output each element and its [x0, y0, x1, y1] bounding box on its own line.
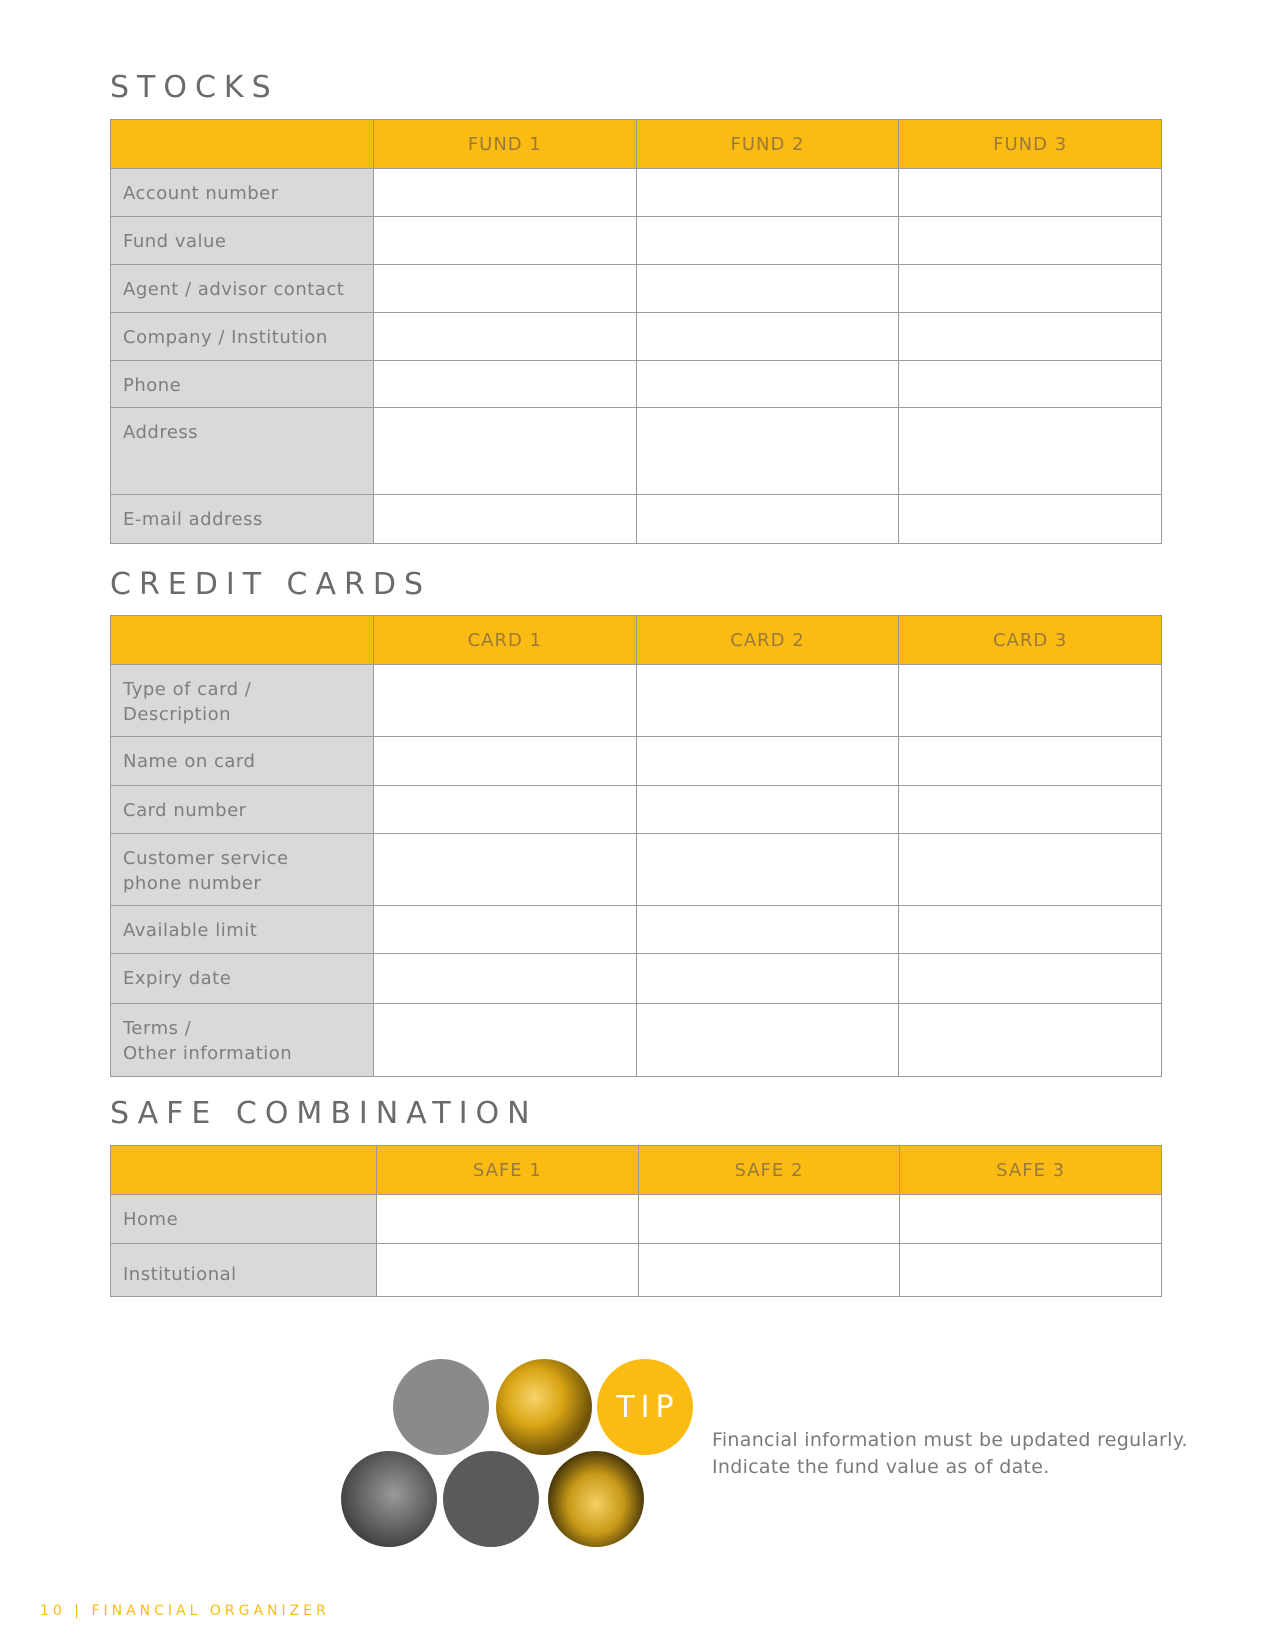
stocks-cell[interactable] [899, 217, 1162, 265]
credit-cards-cell[interactable] [899, 954, 1162, 1004]
stocks-row [111, 217, 1162, 265]
stocks-column-header: FUND 2 [636, 120, 899, 169]
credit-cards-row-label: Type of card / Description [111, 665, 374, 737]
credit-cards-cell[interactable] [899, 665, 1162, 737]
stocks-row-label: Account number [111, 169, 374, 217]
document-title: FINANCIAL ORGANIZER [91, 1603, 330, 1619]
credit-cards-cell[interactable] [899, 834, 1162, 906]
dark-grey-circle-graphic [443, 1451, 539, 1547]
credit-cards-row [111, 737, 1162, 786]
stocks-row-label: Fund value [111, 217, 374, 265]
stocks-column-header: FUND 1 [374, 120, 637, 169]
credit-cards-cell[interactable] [636, 737, 899, 786]
safe-combination-cell[interactable] [900, 1195, 1162, 1244]
safe-combination-header-corner [111, 1146, 377, 1195]
footer-separator: | [74, 1603, 83, 1619]
stocks-cell[interactable] [374, 495, 637, 544]
credit-cards-row [111, 1004, 1162, 1077]
credit-cards-column-header: CARD 3 [899, 616, 1162, 665]
safe-combination-header-row [111, 1146, 1162, 1195]
credit-cards-row-label: Card number [111, 786, 374, 834]
safe-combination-table [110, 1145, 1162, 1297]
stocks-cell[interactable] [636, 313, 899, 361]
credit-cards-header-corner [111, 616, 374, 665]
stocks-cell[interactable] [374, 313, 637, 361]
grey-circle-graphic [393, 1359, 489, 1455]
credit-cards-cell[interactable] [636, 954, 899, 1004]
stocks-row-label: E-mail address [111, 495, 374, 544]
stocks-column-header: FUND 3 [899, 120, 1162, 169]
credit-cards-column-header: CARD 2 [636, 616, 899, 665]
credit-cards-row [111, 786, 1162, 834]
stocks-row-label: Company / Institution [111, 313, 374, 361]
credit-cards-cell[interactable] [899, 737, 1162, 786]
safe-combination-row [111, 1195, 1162, 1244]
credit-cards-cell[interactable] [374, 954, 637, 1004]
stocks-row-label: Phone [111, 361, 374, 408]
gold-glitter-circle-graphic [548, 1451, 644, 1547]
credit-cards-cell[interactable] [374, 665, 637, 737]
credit-cards-cell[interactable] [636, 786, 899, 834]
stocks-cell[interactable] [374, 217, 637, 265]
credit-cards-cell[interactable] [636, 834, 899, 906]
stocks-cell[interactable] [899, 361, 1162, 408]
credit-cards-column-header: CARD 1 [374, 616, 637, 665]
credit-cards-row-label: Terms / Other information [111, 1004, 374, 1077]
safe-combination-row-label: Home [111, 1195, 377, 1244]
credit-cards-cell[interactable] [374, 786, 637, 834]
page-footer [40, 1603, 330, 1619]
stocks-cell[interactable] [636, 217, 899, 265]
credit-cards-row-label: Customer service phone number [111, 834, 374, 906]
credit-cards-row [111, 834, 1162, 906]
safe-combination-cell[interactable] [638, 1244, 900, 1297]
credit-cards-title: CREDIT CARDS [110, 567, 432, 602]
stocks-cell[interactable] [899, 408, 1162, 495]
credit-cards-row [111, 954, 1162, 1004]
gold-crystal-circle-graphic [496, 1359, 592, 1455]
credit-cards-row-label: Available limit [111, 906, 374, 954]
stocks-row-label: Agent / advisor contact [111, 265, 374, 313]
tip-text [712, 1427, 1212, 1481]
credit-cards-row [111, 906, 1162, 954]
credit-cards-row-label: Expiry date [111, 954, 374, 1004]
credit-cards-cell[interactable] [636, 665, 899, 737]
safe-combination-row-label: Institutional [111, 1244, 377, 1297]
credit-cards-cell[interactable] [899, 786, 1162, 834]
safe-combination-cell[interactable] [638, 1195, 900, 1244]
credit-cards-cell[interactable] [374, 1004, 637, 1077]
stocks-cell[interactable] [374, 361, 637, 408]
credit-cards-cell[interactable] [374, 834, 637, 906]
safe-combination-cell[interactable] [377, 1244, 639, 1297]
stocks-row [111, 495, 1162, 544]
credit-cards-cell[interactable] [636, 1004, 899, 1077]
stocks-table [110, 119, 1162, 544]
stocks-cell[interactable] [636, 495, 899, 544]
tip-text-line: Financial information must be updated regularly. [712, 1429, 1188, 1451]
safe-combination-column-header: SAFE 2 [638, 1146, 900, 1195]
stocks-cell[interactable] [374, 408, 637, 495]
credit-cards-cell[interactable] [374, 737, 637, 786]
stocks-cell[interactable] [636, 361, 899, 408]
stocks-header-corner [111, 120, 374, 169]
credit-cards-cell[interactable] [636, 906, 899, 954]
page-number: 10 [40, 1603, 66, 1619]
credit-cards-cell[interactable] [374, 906, 637, 954]
stocks-cell[interactable] [636, 265, 899, 313]
credit-cards-row-label: Name on card [111, 737, 374, 786]
stocks-title: STOCKS [110, 70, 279, 105]
stocks-cell[interactable] [374, 169, 637, 217]
silver-texture-circle-graphic [341, 1451, 437, 1547]
stocks-row [111, 408, 1162, 495]
credit-cards-table [110, 615, 1162, 1077]
safe-combination-column-header: SAFE 1 [377, 1146, 639, 1195]
safe-combination-title: SAFE COMBINATION [110, 1096, 538, 1131]
credit-cards-cell[interactable] [899, 906, 1162, 954]
safe-combination-cell[interactable] [377, 1195, 639, 1244]
safe-combination-cell[interactable] [900, 1244, 1162, 1297]
stocks-cell[interactable] [899, 313, 1162, 361]
credit-cards-header-row [111, 616, 1162, 665]
stocks-header-row [111, 120, 1162, 169]
stocks-row [111, 313, 1162, 361]
credit-cards-row [111, 665, 1162, 737]
stocks-cell[interactable] [899, 169, 1162, 217]
stocks-row-label: Address [111, 408, 374, 495]
stocks-cell[interactable] [899, 265, 1162, 313]
stocks-cell[interactable] [636, 408, 899, 495]
tip-text-line: Indicate the fund value as of date. [712, 1456, 1050, 1478]
safe-combination-row [111, 1244, 1162, 1297]
credit-cards-cell[interactable] [899, 1004, 1162, 1077]
stocks-row [111, 265, 1162, 313]
stocks-row [111, 169, 1162, 217]
tip-label: TIP [616, 1389, 680, 1425]
safe-combination-column-header: SAFE 3 [900, 1146, 1162, 1195]
stocks-row [111, 361, 1162, 408]
stocks-cell[interactable] [374, 265, 637, 313]
stocks-cell[interactable] [899, 495, 1162, 544]
stocks-cell[interactable] [636, 169, 899, 217]
